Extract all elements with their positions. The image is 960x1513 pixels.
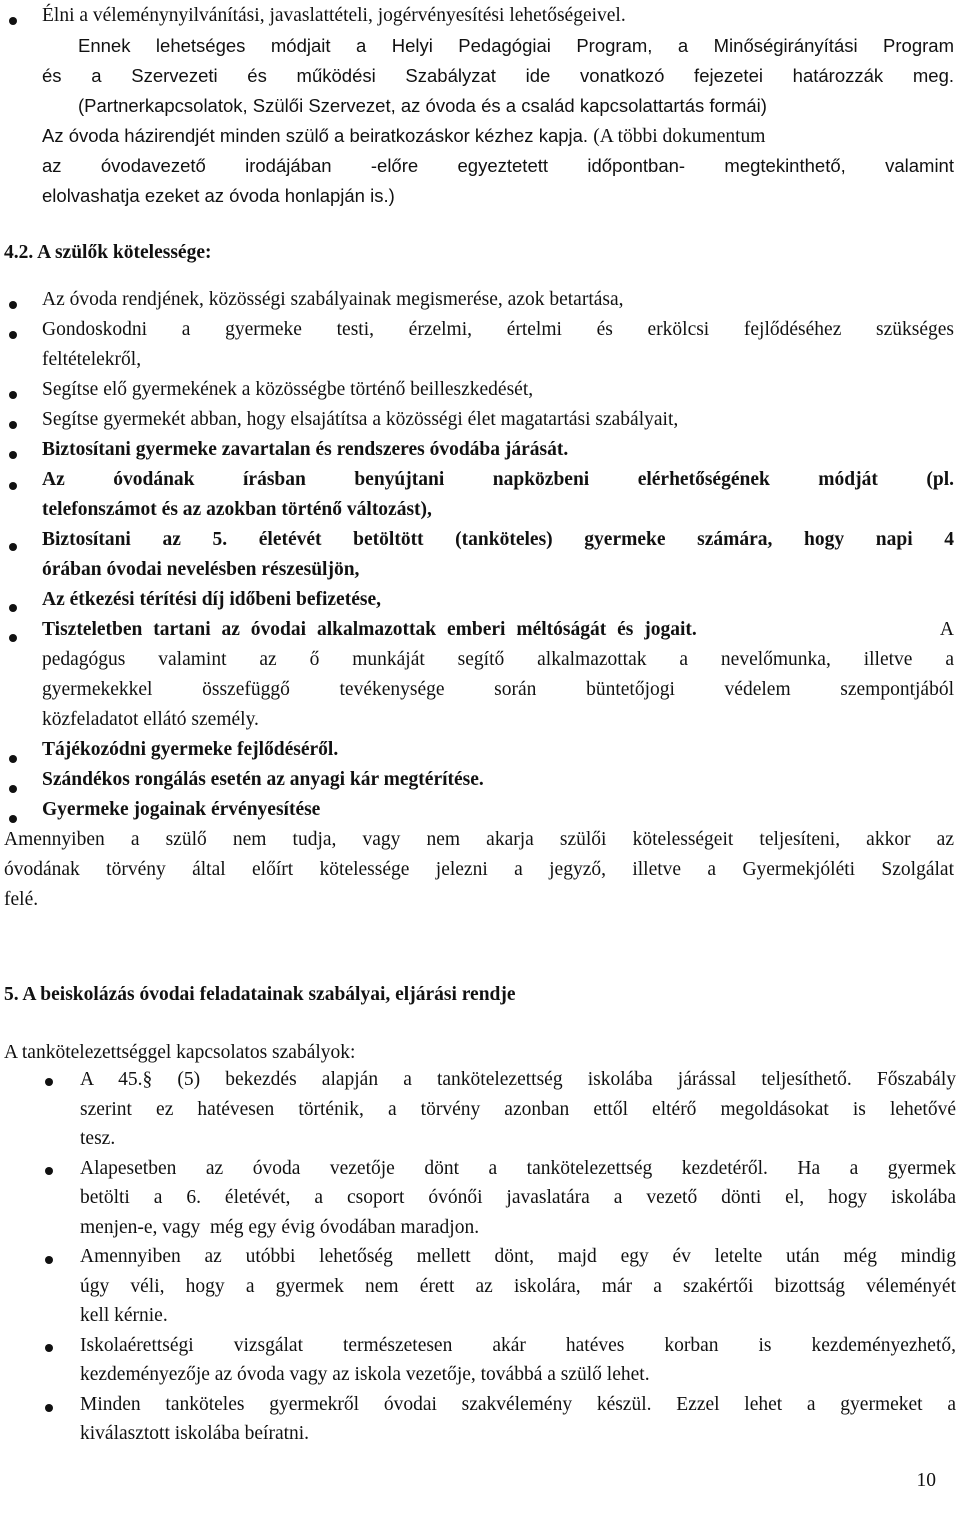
section5-lead (0, 1038, 960, 1068)
text-fragment: Az óvoda házirendjét minden szülő a beiratkozáskor kézhez kapja. (42, 125, 589, 146)
list-item-cont: szerint ez hatévesen történik, a törvény azonban ettől eltérő megoldásokat is lehetővé (80, 1098, 956, 1120)
paragraph-line: felé. (4, 889, 39, 910)
heading (4, 238, 960, 268)
paragraph-line: Amennyiben a szülő nem tudja, vagy nem akarja szülői kötelességeit teljesíteni, akkor az (4, 829, 954, 850)
list-item: Amennyiben az utóbbi lehetőség mellett dönt, majd egy év letelte után még mindig (80, 1246, 956, 1267)
list-item: Tájékozódni gyermeke fejlődéséről. (42, 739, 339, 760)
text-fragment: Tiszteletben tartani az óvodai alkalmazottak emberi méltóságát és jogait. (42, 619, 697, 640)
paragraph-line: A tankötelezettséggel kapcsolatos szabályok: (4, 1042, 356, 1063)
text-line (42, 121, 960, 151)
list-item-cont: kell kérnie. (80, 1305, 168, 1326)
heading-text: A szülők kötelessége: (37, 242, 212, 263)
list-item-cont: úgy véli, hogy a gyermek nem érett az iskolára, már a szakértői bizottság véleményét (80, 1275, 956, 1297)
list-item-cont: tesz. (80, 1128, 116, 1149)
heading: 5. A beiskolázás óvodai feladatainak szabályai, eljárási rendje (4, 984, 516, 1005)
page-number: 10 (916, 1470, 936, 1491)
list-item: Segítse elő gyermekének a közösségbe történő beilleszkedését, (42, 379, 534, 400)
intro-block (0, 1, 960, 31)
list-item-cont: gyermekekkel összefüggő tevékenysége során büntetőjogi védelem szempontjából (42, 679, 954, 700)
intro-paragraph (0, 31, 960, 211)
text-line: elolvashatja ezeket az óvoda honlapján is.) (42, 185, 395, 206)
list-item: A 45.§ (5) bekezdés alapján a tankötelezettség iskolába járással teljesíthető. Főszabály (80, 1069, 956, 1090)
text-line: (Partnerkapcsolatok, Szülői Szervezet, az óvoda és a család kapcsolattartás formái) (78, 95, 767, 116)
rules-list (0, 1065, 960, 1449)
section-heading-4-2 (0, 238, 960, 268)
text-fragment: (A többi dokumentum (593, 126, 766, 147)
list-item: Minden tanköteles gyermekről óvodai szakvélemény készül. Ezzel lehet a gyermeket a (80, 1393, 956, 1415)
list-item: Gondoskodni a gyermeke testi, érzelmi, értelmi és erkölcsi fejlődéséhez szükséges (42, 319, 954, 340)
list-item: Szándékos rongálás esetén az anyagi kár megtérítése. (42, 769, 484, 790)
list-item-cont: kiválasztott iskolába beíratni. (80, 1423, 310, 1444)
text-line: és a Szervezeti és működési Szabályzat ide vonatkozó fejezetei határozzák meg. (42, 65, 954, 86)
obligations-list (0, 285, 960, 915)
list-item: Biztosítani gyermeke zavartalan és rendszeres óvodába járását. (42, 439, 569, 460)
list-item-cont: pedagógus valamint az ő munkáját segítő alkalmazottak a nevelőmunka, illetve a (42, 649, 954, 670)
list-item: Alapesetben az óvoda vezetője dönt a tankötelezettség kezdetéről. Ha a gyermek (80, 1157, 956, 1179)
list-item: Biztosítani az 5. életévét betöltött (tanköteles) gyermeke számára, hogy napi 4 (42, 529, 954, 550)
list-item: Az étkezési térítési díj időbeni befizetése, (42, 589, 381, 610)
text-line: az óvodavezető irodájában -előre egyeztetett időpontban- megtekinthető, valamint (42, 155, 954, 176)
list-item-cont: kezdeményezője az óvoda vagy az iskola vezetője, továbbá a szülő lehet. (80, 1364, 650, 1385)
list-item: Iskolaérettségi vizsgálat természetesen akár hatéves korban is kezdeményezhető, (80, 1334, 956, 1356)
text-line: Ennek lehetséges módjait a Helyi Pedagógiai Program, a Minőségirányítási Program (78, 35, 954, 56)
section-heading-5 (0, 980, 960, 1010)
paragraph-line: óvodának törvény által előírt kötelessége jelezni a jegyző, illetve a Gyermekjóléti Szolgálat (4, 859, 954, 880)
list-item: Gyermeke jogainak érvényesítése (42, 799, 321, 820)
heading-number: 4.2. (4, 242, 34, 263)
text-line: Élni a véleménynyilvánítási, javaslattételi, jogérvényesítési lehetőségeivel. (42, 5, 626, 26)
list-item: Segítse gyermekét abban, hogy elsajátítsa a közösségi élet magatartási szabályait, (42, 409, 679, 430)
list-item-cont: órában óvodai nevelésben részesüljön, (42, 559, 360, 580)
list-item: Az óvodának írásban benyújtani napközbeni elérhetőségének módját (pl. (42, 469, 954, 490)
list-item-cont: közfeladatot ellátó személy. (42, 709, 259, 730)
text-fragment: A (939, 619, 954, 640)
list-item-cont: betölti a 6. életévét, a csoport óvónői javaslatára a vezető dönti el, hogy iskolába (80, 1187, 956, 1208)
list-item-cont: telefonszámot és az azokban történő változást), (42, 499, 432, 520)
list-item-cont: feltételekről, (42, 349, 142, 370)
list-item (42, 615, 954, 645)
list-item: Az óvoda rendjének, közösségi szabályainak megismerése, azok betartása, (42, 289, 624, 310)
list-item-cont: menjen-e, vagy még egy évig óvodában maradjon. (80, 1216, 480, 1238)
